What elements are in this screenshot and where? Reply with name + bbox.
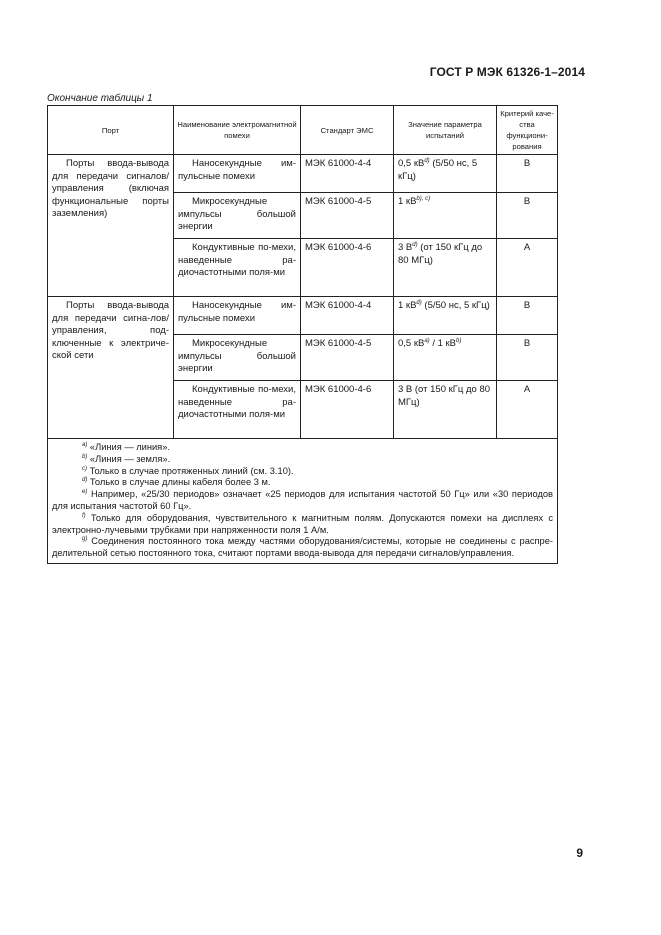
table-caption: Окончание таблицы 1 (47, 93, 153, 104)
criterion-cell: A (497, 381, 558, 439)
col-header-value: Значение параметра испытаний (394, 106, 497, 155)
table-row (48, 155, 558, 193)
noise-cell: Наносекундные им-пульсные помехи (174, 155, 301, 193)
value-cell: 1 $кВ^{d)}$ (5/50 нс, 5 кГц) (394, 297, 497, 335)
port-cell: Порты ввода-вывода для передачи сигна-лов/управления, под-ключенные к электриче-ской сети (48, 297, 174, 439)
notes-row (48, 439, 558, 564)
page-number: 9 (576, 846, 583, 860)
col-header-port: Порт (48, 106, 174, 155)
standard-cell: МЭК 61000-4-6 (301, 381, 394, 439)
standard-cell: МЭК 61000-4-4 (301, 297, 394, 335)
table-row (48, 297, 558, 335)
standard-cell: МЭК 61000-4-5 (301, 193, 394, 239)
criterion-cell: B (497, 155, 558, 193)
port-cell: Порты ввода-вывода для передачи сигналов/управления (включая функциональные порты заземления) (48, 155, 174, 297)
col-header-noise: Наименование электромагнитной помехи (174, 106, 301, 155)
standard-cell: МЭК 61000-4-6 (301, 239, 394, 297)
footnote: $^{g)}$ Соединения постоянного тока между частями оборудования/системы, которые не соединены с распре-делительной сетью постоянного тока, считают портами ввода-вывода для передачи сигналов/управления. (52, 536, 553, 559)
footnote: $^{a)}$ «Линия — линия». (82, 441, 170, 452)
standard-cell: МЭК 61000-4-5 (301, 335, 394, 381)
table-header-row (48, 106, 558, 155)
standard-cell: МЭК 61000-4-4 (301, 155, 394, 193)
footnote: $^{e)}$ Например, «25/30 периодов» означает «25 периодов для испытания частотой 50 Гц» или «30 периодов для испытания частотой 60 Гц». (52, 489, 553, 511)
noise-cell: Наносекундные им-пульсные помехи (174, 297, 301, 335)
value-cell: 3 В (от 150 кГц до 80 МГц) (394, 381, 497, 439)
value-cell: 0,5 $кВ^{a)} / 1$ $кВ^{b)}$ (394, 335, 497, 381)
value-cell: 3 $В^{d)}$ (от 150 кГц до 80 МГц) (394, 239, 497, 297)
criterion-cell: B (497, 335, 558, 381)
noise-cell: Кондуктивные по-мехи, наведенные ра-диочастотными поля-ми (174, 381, 301, 439)
criterion-cell: A (497, 239, 558, 297)
footnote: $^{c)}$ Только в случае протяженных линий (см. 3.10). (82, 465, 294, 476)
noise-cell: Микросекундные импульсы большой энергии (174, 335, 301, 381)
footnote: $^{f)}$ Только для оборудования, чувствительного к магнитным полям. Допускаются помехи на дисплеях с электронно-лучевыми трубками при напряженности поля 1 А/м. (52, 512, 553, 535)
noise-cell: Кондуктивные по-мехи, наведенные ра-диочастотными поля-ми (174, 239, 301, 297)
criterion-cell: B (497, 193, 558, 239)
emc-test-table (47, 105, 558, 564)
document-id: ГОСТ Р МЭК 61326-1–2014 (429, 65, 585, 79)
criterion-cell: B (497, 297, 558, 335)
footnotes (48, 439, 558, 564)
footnote: $^{d)}$ Только в случае длины кабеля более 3 м. (82, 477, 271, 488)
col-header-criterion: Критерий каче-ства функциони-рования (497, 106, 558, 155)
value-cell: 0,5 $кВ^{d)}$ (5/50 нс, 5 кГц) (394, 155, 497, 193)
value-cell: 1 $кВ^{b), c)}$ (394, 193, 497, 239)
footnote: $^{b)}$ «Линия — земля». (82, 453, 171, 464)
noise-cell: Микросекундные импульсы большой энергии (174, 193, 301, 239)
col-header-standard: Стандарт ЭМС (301, 106, 394, 155)
